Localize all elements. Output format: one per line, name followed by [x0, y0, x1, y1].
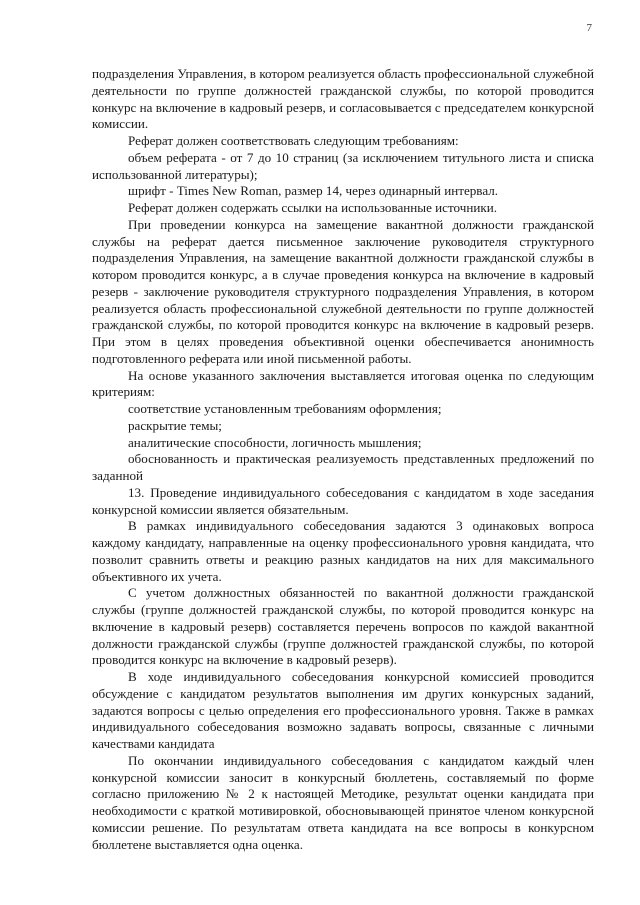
paragraph: подразделения Управления, в котором реализуется область профессиональной служебной деятельности по группе должностей гражданской службы, по которой проводится конкурс на включение в кадровый резерв, и согласовывается с председателем конкурсной комиссии.	[92, 66, 594, 132]
paragraph: При проведении конкурса на замещение вакантной должности гражданской службы на реферат дается письменное заключение руководителя структурного подразделения Управления, на замещение вакантной должности гражданской службы в котором проводится конкурс, а в случае проведения конкурса на включение в кадровый резерв - заключение руководителя структурного подразделения Управления, в котором реализуется область профессиональной служебной деятельности по группе должностей гражданской службы, по которой проводится конкурс на включение в кадровый резерв. При этом в целях проведения объективной оценки обеспечивается анонимность подготовленного реферата или иной письменной работы.	[92, 216, 594, 366]
list-item: шрифт - Times New Roman, размер 14, через одинарный интервал.	[128, 183, 499, 199]
section-paragraph: 13. Проведение индивидуального собеседования с кандидатом в ходе заседания конкурсной комиссии является обязательным.	[92, 484, 594, 517]
list-item: объем реферата - от 7 до 10 страниц (за исключением титульного листа и списка использованной литературы);	[92, 149, 594, 182]
document-body	[92, 66, 594, 853]
list-item: обоснованность и практическая реализуемость представленных предложений по заданной	[92, 451, 594, 483]
list-item: раскрытие темы;	[128, 417, 222, 433]
paragraph: В ходе индивидуального собеседования конкурсной комиссией проводится обсуждение с кандидатом результатов выполнения им других конкурсных заданий, задаются вопросы с целью определения его профессионального уровня. Также в рамках индивидуального собеседования возможно задавать вопросы, связанные с личными качествами кандидата	[92, 669, 594, 751]
page-number: 7	[586, 22, 592, 34]
paragraph: Реферат должен содержать ссылки на использованные источники.	[128, 200, 497, 215]
list-item: аналитические способности, логичность мышления;	[128, 434, 422, 450]
paragraph: По окончании индивидуального собеседования с кандидатом каждый член конкурсной комиссии заносит в конкурсный бюллетень, составляемый по форме согласно приложению № 2 к настоящей Методике, результат оценки кандидата при необходимости с краткой мотивировкой, обосновывающей принятое членом конкурсной комиссии решение. По результатам ответа кандидата на все вопросы в конкурсном бюллетене выставляется одна оценка.	[92, 752, 594, 852]
paragraph: С учетом должностных обязанностей по вакантной должности гражданской службы (группе должностей гражданской службы, по которой проводится конкурс на включение в кадровый резерв) составляется перечень вопросов по каждой вакантной должности гражданской службы (группе должностей гражданской службы, по которой проводится конкурс на включение в кадровый резерв).	[92, 585, 594, 668]
paragraph: На основе указанного заключения выставляется итоговая оценка по следующим критериям:	[92, 367, 594, 400]
paragraph: В рамках индивидуального собеседования задаются 3 одинаковых вопроса каждому кандидату, направленные на оценку профессионального уровня кандидата, что позволит сравнить ответы и реакцию разных кандидатов на них для максимального объективного их учета.	[92, 518, 594, 584]
paragraph: Реферат должен соответствовать следующим требованиям:	[128, 133, 459, 148]
list-item: соответствие установленным требованиям оформления;	[128, 401, 442, 416]
